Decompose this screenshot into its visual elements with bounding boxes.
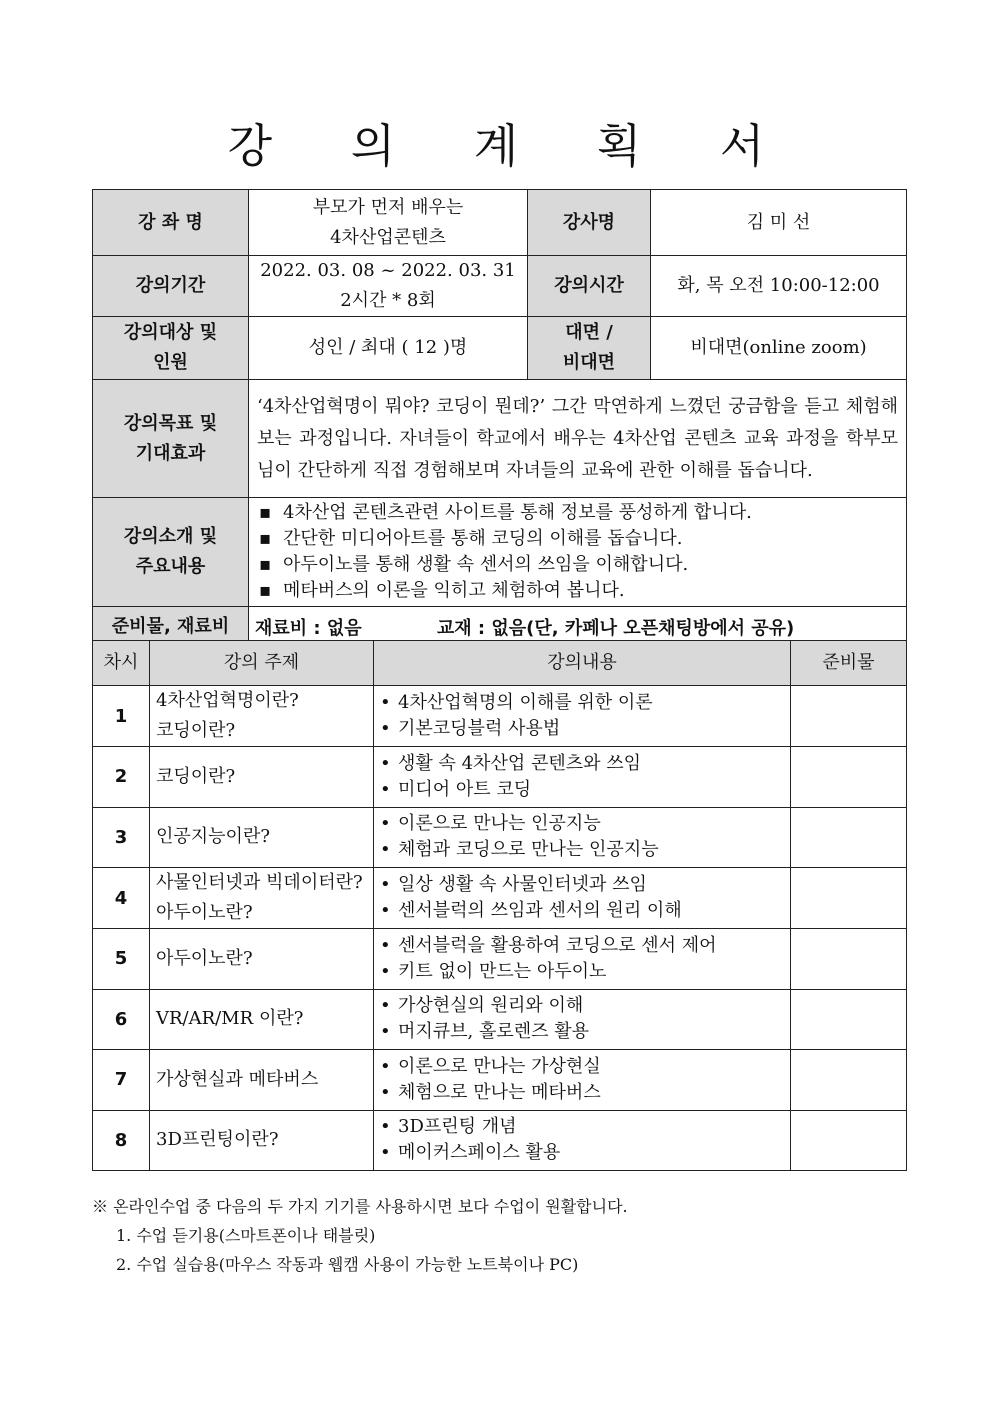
- session-topic: VR/AR/MR 이란?: [150, 989, 374, 1050]
- list-item: • 이론으로 만나는 인공지능: [380, 811, 790, 837]
- session-topic: 4차산업혁명이란? 코딩이란?: [150, 686, 374, 747]
- session-topic: 아두이노란?: [150, 929, 374, 990]
- list-item: • 체험과 코딩으로 만나는 인공지능: [380, 837, 790, 863]
- session-number: 4: [93, 868, 150, 929]
- materials-info: 재료비 : 없음 교재 : 없음(단, 카페나 오픈채팅방에서 공유): [249, 607, 907, 648]
- table-row: [93, 989, 907, 1050]
- session-content: [374, 868, 791, 929]
- course-name: 부모가 먼저 배우는 4차산업콘텐츠: [249, 190, 528, 256]
- list-item: • 생활 속 4차산업 콘텐츠와 쓰임: [380, 751, 790, 777]
- session-number: 6: [93, 989, 150, 1050]
- list-item: ▪ 아두이노를 통해 생활 속 센서의 쓰임을 이해합니다.: [259, 552, 896, 578]
- list-item: • 체험으로 만나는 메타버스: [380, 1080, 790, 1106]
- course-intro: [249, 498, 907, 607]
- session-content: [374, 929, 791, 990]
- table-row: [93, 747, 907, 808]
- course-mode: 비대면(online zoom): [651, 317, 907, 380]
- notes-intro: ※ 온라인수업 중 다음의 두 가지 기기를 사용하시면 보다 수업이 원활합니다.: [92, 1197, 628, 1216]
- list-item: • 센서블럭의 쓰임과 센서의 원리 이해: [380, 898, 790, 924]
- session-topic: 사물인터넷과 빅데이터란? 아두이노란?: [150, 868, 374, 929]
- session-content: [374, 747, 791, 808]
- session-prep: [791, 989, 907, 1050]
- course-goal: ‘4차산업혁명이 뭐야? 코딩이 뭔데?’ 그간 막연하게 느꼈던 궁금함을 듣고 체험해보는 과정입니다. 자녀들이 학교에서 배우는 4차산업 콘텐츠 교육 과정을 학부모님이 간단하게 직접 경험해보며 자녀들의 교육에 관한 이해를 돕습니다.: [249, 380, 907, 498]
- session-prep: [791, 929, 907, 990]
- session-content: [374, 807, 791, 868]
- goal-label: 강의목표 및 기대효과: [93, 380, 249, 498]
- schedule-table: [92, 640, 907, 1171]
- session-content: [374, 686, 791, 747]
- table-row: [93, 1050, 907, 1111]
- list-item: ▪ 간단한 미디어아트를 통해 코딩의 이해를 돕습니다.: [259, 526, 896, 552]
- header-topic: 강의 주제: [150, 641, 374, 686]
- session-prep: [791, 1110, 907, 1171]
- target-audience: 성인 / 최대 ( 12 )명: [249, 317, 528, 380]
- session-prep: [791, 1050, 907, 1111]
- table-row: [93, 929, 907, 990]
- document-title: 강 의 계 획 서: [227, 119, 797, 173]
- list-item: ▪ 메타버스의 이론을 익히고 체험하여 봅니다.: [259, 578, 896, 604]
- materials-label: 준비물, 재료비: [93, 607, 249, 648]
- session-topic: 코딩이란?: [150, 747, 374, 808]
- session-topic: 가상현실과 메타버스: [150, 1050, 374, 1111]
- session-prep: [791, 686, 907, 747]
- list-item: • 키트 없이 만드는 아두이노: [380, 959, 790, 985]
- mode-label: 대면 / 비대면: [528, 317, 651, 380]
- course-period: 2022. 03. 08 ~ 2022. 03. 31 2시간 * 8회: [249, 256, 528, 317]
- list-item: ▪ 4차산업 콘텐츠관련 사이트를 통해 정보를 풍성하게 합니다.: [259, 500, 896, 526]
- notes: [92, 1192, 628, 1279]
- list-item: • 머지큐브, 홀로렌즈 활용: [380, 1019, 790, 1045]
- session-prep: [791, 868, 907, 929]
- time-label: 강의시간: [528, 256, 651, 317]
- session-number: 3: [93, 807, 150, 868]
- instructor-name: 김 미 선: [651, 190, 907, 256]
- list-item: • 4차산업혁명의 이해를 위한 이론: [380, 690, 790, 716]
- table-row: [93, 1110, 907, 1171]
- session-prep: [791, 807, 907, 868]
- period-label: 강의기간: [93, 256, 249, 317]
- session-prep: [791, 747, 907, 808]
- table-row: [93, 868, 907, 929]
- target-label: 강의대상 및 인원: [93, 317, 249, 380]
- list-item: • 이론으로 만나는 가상현실: [380, 1054, 790, 1080]
- table-row: [93, 686, 907, 747]
- header-prep: 준비물: [791, 641, 907, 686]
- list-item: • 센서블럭을 활용하여 코딩으로 센서 제어: [380, 933, 790, 959]
- header-content: 강의내용: [374, 641, 791, 686]
- session-content: [374, 989, 791, 1050]
- list-item: • 3D프린팅 개념: [380, 1114, 790, 1140]
- notes-item: 1. 수업 듣기용(스마트폰이나 태블릿): [116, 1226, 376, 1245]
- list-item: • 기본코딩블럭 사용법: [380, 716, 790, 742]
- session-number: 5: [93, 929, 150, 990]
- course-time: 화, 목 오전 10:00-12:00: [651, 256, 907, 317]
- header-session: 차시: [93, 641, 150, 686]
- session-content: [374, 1110, 791, 1171]
- list-item: • 미디어 아트 코딩: [380, 777, 790, 803]
- session-number: 2: [93, 747, 150, 808]
- intro-label: 강의소개 및 주요내용: [93, 498, 249, 607]
- session-number: 1: [93, 686, 150, 747]
- list-item: • 가상현실의 원리와 이해: [380, 993, 790, 1019]
- session-content: [374, 1050, 791, 1111]
- list-item: • 메이커스페이스 활용: [380, 1140, 790, 1166]
- course-info-table: [92, 189, 907, 648]
- session-number: 8: [93, 1110, 150, 1171]
- session-number: 7: [93, 1050, 150, 1111]
- session-topic: 3D프린팅이란?: [150, 1110, 374, 1171]
- course-name-label: 강 좌 명: [93, 190, 249, 256]
- instructor-label: 강사명: [528, 190, 651, 256]
- table-row: [93, 807, 907, 868]
- list-item: • 일상 생활 속 사물인터넷과 쓰임: [380, 872, 790, 898]
- notes-item: 2. 수업 실습용(마우스 작동과 웹캠 사용이 가능한 노트북이나 PC): [116, 1255, 579, 1274]
- session-topic: 인공지능이란?: [150, 807, 374, 868]
